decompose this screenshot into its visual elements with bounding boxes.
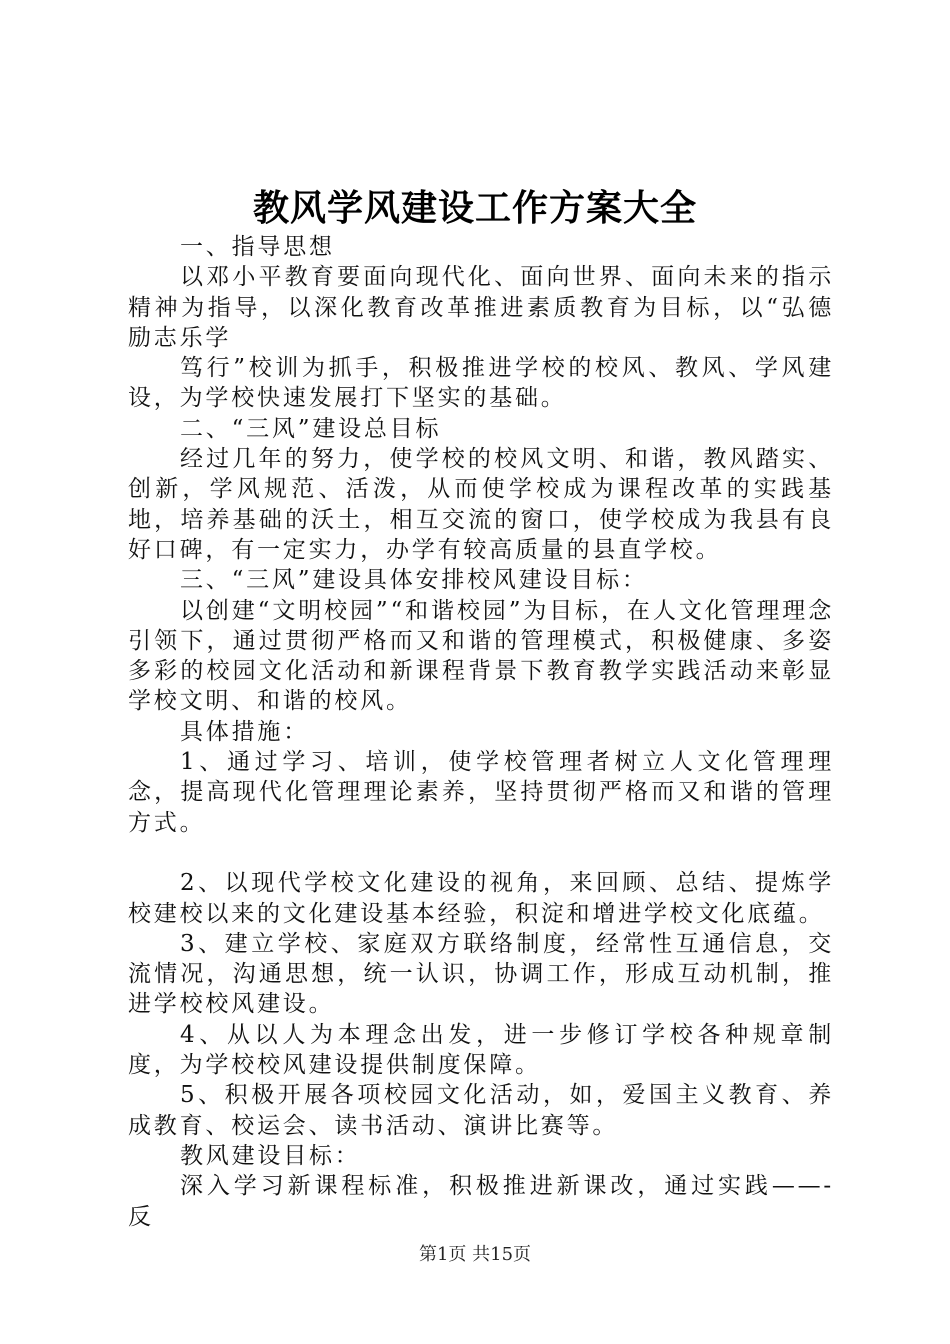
paragraph: 以创建“文明校园”“和谐校园”为目标，在人文化管理理念引领下，通过贯彻严格而又和谐的管理模式，积极健康、多姿多彩的校园文化活动和新课程背景下教育教学实践活动来彰显学校文明、和谐的校风。 (128, 597, 834, 715)
heading-guiding-thought: 一、指导思想 (180, 234, 335, 260)
document-title: 教风学风建设工作方案大全 (252, 187, 697, 229)
heading-teaching-style-goal: 教风建设目标： (180, 1142, 361, 1169)
paragraph: 经过几年的努力，使学校的校风文明、和谐，教风踏实、创新，学风规范、活泼，从而使学校成为课程改革的实践基地，培养基础的沃土，相互交流的窗口，使学校成为我县有良好口碑，有一定实力，办学有较高质量的县直学校。 (128, 446, 834, 563)
list-item: 5、积极开展各项校园文化活动，如，爱国主义教育、养成教育、校运会、读书活动、演讲比赛等。 (128, 1082, 834, 1139)
paragraph: 以邓小平教育要面向现代化、面向世界、面向未来的指示精神为指导，以深化教育改革推进素质教育为目标，以“弘德励志乐学 (128, 264, 834, 351)
page-number-footer: 第1页 共15页 (418, 1244, 532, 1265)
heading-specific-arrangement: 三、“三风”建设具体安排校风建设目标： (180, 567, 648, 594)
paragraph: 深入学习新课程标准，积极推进新课改，通过实践——-反 (128, 1173, 834, 1230)
document-body (128, 232, 834, 1232)
list-item: 3、建立学校、家庭双方联络制度，经常性互通信息，交流情况，沟通思想，统一认识，协调工作，形成互动机制，推进学校校风建设。 (128, 930, 834, 1018)
blank-line (128, 838, 834, 868)
list-item: 1、通过学习、培训，使学校管理者树立人文化管理理念，提高现代化管理理论素养，坚持贯彻严格而又和谐的管理方式。 (128, 749, 834, 836)
heading-overall-goal: 二、“三风”建设总目标 (180, 415, 442, 442)
heading-measures: 具体措施： (180, 718, 309, 745)
paragraph: 笃行”校训为抓手，积极推进学校的校风、教风、学风建设，为学校快速发展打下坚实的基础。 (128, 355, 834, 412)
list-item: 4、从以人为本理念出发，进一步修订学校各种规章制度，为学校校风建设提供制度保障。 (128, 1021, 834, 1079)
list-item: 2、以现代学校文化建设的视角，来回顾、总结、提炼学校建校以来的文化建设基本经验，积淀和增进学校文化底蕴。 (128, 870, 834, 927)
